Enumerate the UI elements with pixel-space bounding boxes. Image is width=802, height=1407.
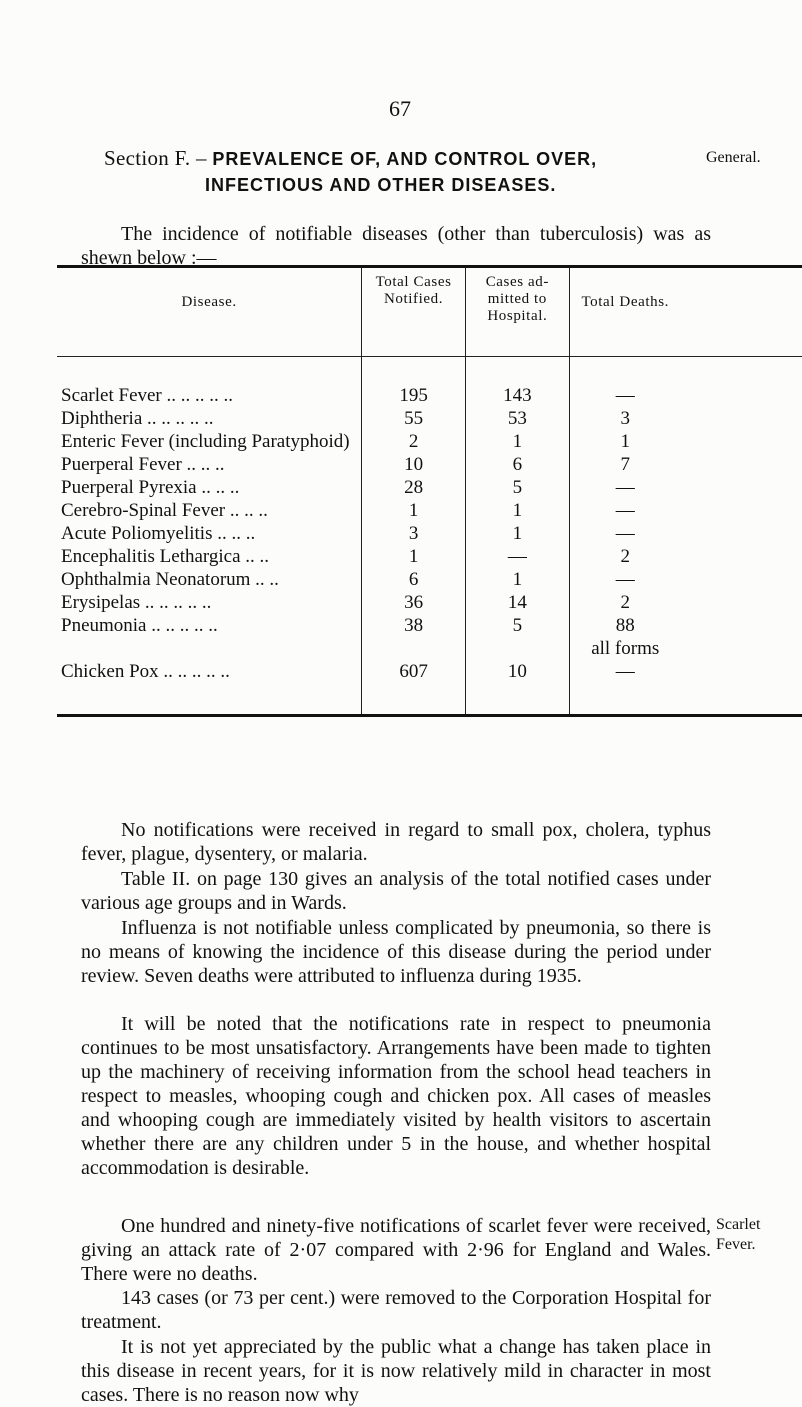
table-row <box>57 592 802 615</box>
table-row <box>57 638 802 661</box>
cell-notified: 6 <box>362 569 466 592</box>
table-row <box>57 523 802 546</box>
paragraph-pneumonia-notifications: It will be noted that the notifications rate in respect to pneumonia continues to be most unsatisfactory. Arrangements have been made to tighten up the machinery of receiving information from the school head teachers in respect to measles, whooping cough and chicken pox. All cases of measles and whooping cough are immediately visited by health visitors to ascertain whether there are any children under 5 in the house, and whether hospital accommodation is desirable. <box>81 1013 711 1179</box>
cell-hospital: — <box>465 546 569 569</box>
cell-disease: Encephalitis Lethargica .. .. <box>61 546 270 567</box>
side-note-scarlet-line1: Scarlet <box>716 1216 761 1233</box>
paragraph-scarlet-fever: One hundred and ninety-five notifications of scarlet fever were received, giving an attack rate of 2·07 compared with 2·96 for England and Wales. There were no deaths. <box>81 1215 711 1285</box>
cell-deaths: 1 <box>569 431 680 454</box>
cell-hospital: 143 <box>465 357 569 409</box>
table-row <box>57 546 802 569</box>
header-deaths: Total Deaths. <box>569 267 680 357</box>
table-row <box>57 500 802 523</box>
header-disease: Disease. <box>181 294 237 310</box>
section-heading <box>104 146 597 171</box>
table-row <box>57 408 802 431</box>
cell-disease: Acute Poliomyelitis .. .. .. <box>61 523 256 544</box>
table-header-row <box>57 267 802 357</box>
cell-notified: 55 <box>362 408 466 431</box>
cell-deaths: 2 <box>569 592 680 615</box>
cell-deaths: — <box>569 477 680 500</box>
paragraph-influenza: Influenza is not notifiable unless complicated by pneumonia, so there is no means of knowing the incidence of this disease during the period under review. Seven deaths were attributed to influenza during 1935. <box>81 917 711 987</box>
cell-hospital: 1 <box>465 523 569 546</box>
side-note-general: General. <box>706 149 761 166</box>
section-prefix: Section F. – <box>104 146 207 170</box>
cell-hospital: 6 <box>465 454 569 477</box>
side-note-scarlet <box>716 1215 760 1255</box>
table-row <box>57 454 802 477</box>
cell-notified: 36 <box>362 592 466 615</box>
cell-hospital: 14 <box>465 592 569 615</box>
table-row <box>57 569 802 592</box>
paragraph-table-reference: Table II. on page 130 gives an analysis of the total notified cases under various age groups and in Wards. <box>81 868 711 914</box>
cell-disease: Enteric Fever (including Paratyphoid) <box>61 431 350 452</box>
cell-deaths: 7 <box>569 454 680 477</box>
cell-disease: Puerperal Pyrexia .. .. .. <box>61 477 240 498</box>
cell-deaths: — <box>569 523 680 546</box>
intro-paragraph: The incidence of notifiable diseases (other than tuberculosis) was as shewn below :— <box>81 223 711 269</box>
cell-notified: 10 <box>362 454 466 477</box>
cell-deaths: — <box>569 661 680 716</box>
table-row <box>57 661 802 716</box>
cell-disease: Chicken Pox .. .. .. .. .. <box>61 661 230 682</box>
cell-deaths: — <box>569 357 680 409</box>
cell-hospital: 10 <box>465 661 569 716</box>
paragraph-appreciation: It is not yet appreciated by the public what a change has taken place in this disease in recent years, for it is now relatively mild in character in most cases. There is no reason now why <box>81 1336 711 1406</box>
cell-hospital: 53 <box>465 408 569 431</box>
cell-hospital <box>465 638 569 661</box>
table-row <box>57 431 802 454</box>
cell-disease: Ophthalmia Neonatorum .. .. <box>61 569 279 590</box>
notifiable-diseases-table <box>57 265 802 717</box>
cell-notified: 38 <box>362 615 466 638</box>
cell-disease <box>57 638 362 661</box>
cell-hospital: 1 <box>465 431 569 454</box>
cell-disease: Erysipelas .. .. .. .. .. <box>61 592 212 613</box>
paragraph-no-notifications: No notifications were received in regard to small pox, cholera, typhus fever, plague, dysentery, or malaria. <box>81 819 711 865</box>
side-note-scarlet-line2: Fever. <box>716 1236 756 1253</box>
cell-notified: 195 <box>362 357 466 409</box>
cell-notified: 1 <box>362 500 466 523</box>
cell-deaths: 88 <box>569 615 680 638</box>
cell-deaths: — <box>569 500 680 523</box>
cell-disease: Pneumonia .. .. .. .. .. <box>61 615 218 636</box>
table-row <box>57 615 802 638</box>
table-row <box>57 357 802 409</box>
cell-disease: Diphtheria .. .. .. .. .. <box>61 408 214 429</box>
cell-notified: 3 <box>362 523 466 546</box>
page-number: 67 <box>389 96 411 121</box>
cell-hospital: 5 <box>465 477 569 500</box>
cell-hospital: 5 <box>465 615 569 638</box>
cell-deaths: 2 <box>569 546 680 569</box>
cell-notified: 28 <box>362 477 466 500</box>
section-title-line1: PREVALENCE OF, AND CONTROL OVER, <box>212 149 598 169</box>
cell-deaths: all forms <box>569 638 680 661</box>
cell-notified <box>362 638 466 661</box>
cell-deaths: — <box>569 569 680 592</box>
cell-hospital: 1 <box>465 569 569 592</box>
cell-disease: Scarlet Fever .. .. .. .. .. <box>61 385 234 406</box>
cell-deaths: 3 <box>569 408 680 431</box>
cell-notified: 2 <box>362 431 466 454</box>
table-row <box>57 477 802 500</box>
section-title-line2: INFECTIOUS AND OTHER DISEASES. <box>205 175 557 195</box>
header-hospital: Cases ad- mitted to Hospital. <box>465 267 569 357</box>
cell-hospital: 1 <box>465 500 569 523</box>
cell-notified: 607 <box>362 661 466 716</box>
header-total-cases: Total Cases Notified. <box>362 267 466 357</box>
paragraph-hospital-removals: 143 cases (or 73 per cent.) were removed to the Corporation Hospital for treatment. <box>81 1287 711 1333</box>
cell-disease: Puerperal Fever .. .. .. <box>61 454 225 475</box>
cell-disease: Cerebro-Spinal Fever .. .. .. <box>61 500 268 521</box>
cell-notified: 1 <box>362 546 466 569</box>
